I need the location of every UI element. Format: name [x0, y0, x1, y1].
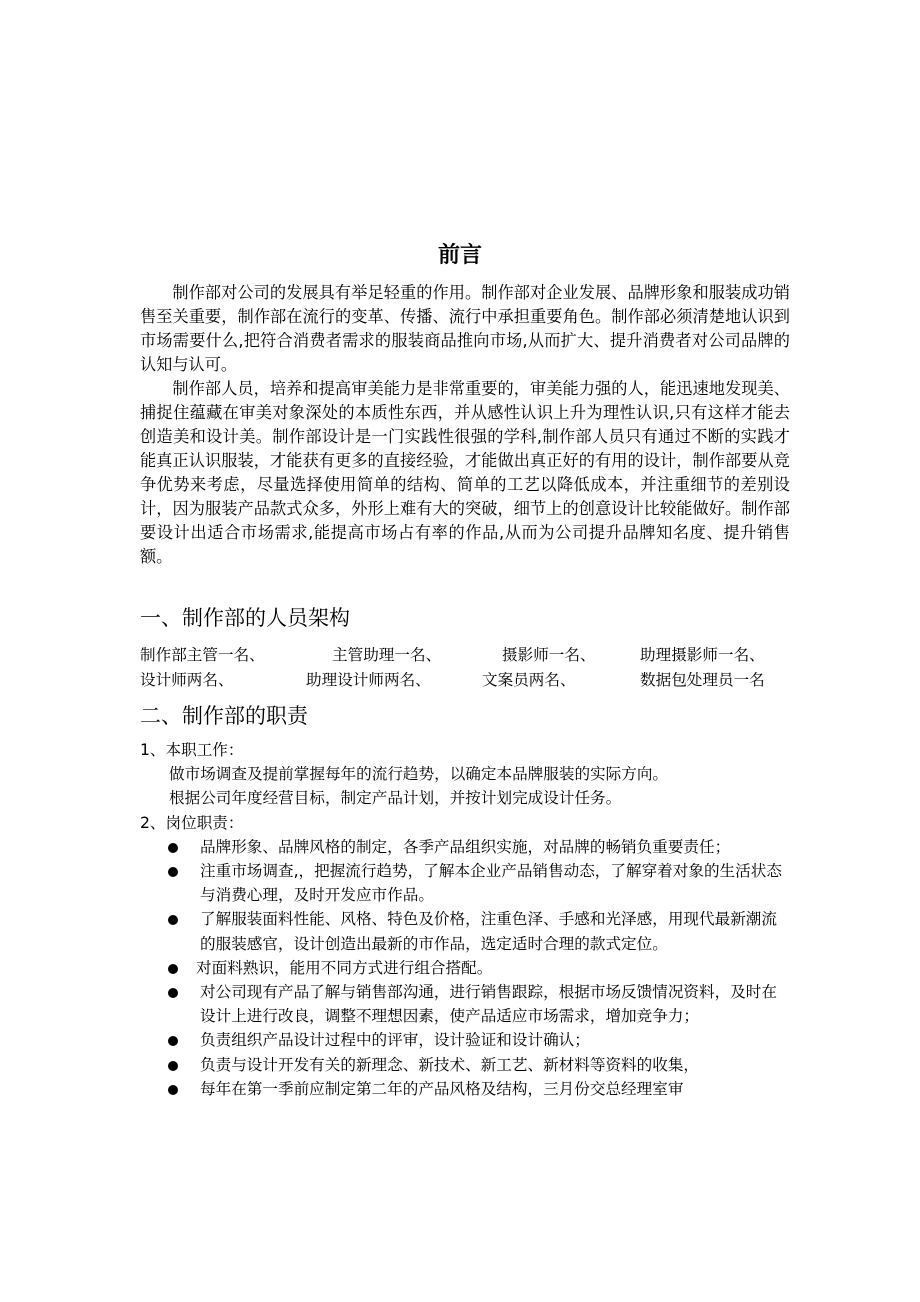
staff-item: 数据包处理员一名	[640, 671, 765, 689]
bullet-icon	[168, 1036, 178, 1046]
duty-bullet-text: 负责组织产品设计过程中的评审，设计验证和设计确认；	[200, 1031, 590, 1050]
bullet-icon	[168, 915, 178, 925]
bullet-icon	[168, 1085, 178, 1095]
duty-bullet-item	[140, 835, 782, 859]
section-heading-staff-structure: 一、制作部的人员架构	[140, 606, 350, 630]
duty-bullet-item	[140, 859, 782, 907]
bullet-icon	[168, 988, 178, 998]
item1-line: 做市场调查及提前掌握每年的流行趋势，以确定本品牌服装的实际方向。	[169, 765, 669, 784]
staff-item: 助理设计师两名、	[306, 671, 431, 689]
bullet-icon	[168, 1061, 178, 1071]
duty-bullet-text: 品牌形象、品牌风格的制定，各季产品组织实施，对品牌的畅销负重要责任；	[200, 837, 731, 856]
duty-bullet-text: 对公司现有产品了解与销售部沟通，进行销售跟踪，根据市场反馈情况资料，及时在设计上进行改良，调整不理想因素，使产品适应市场需求，增加竞争力；	[200, 983, 777, 1026]
preface-paragraph-1: 制作部对公司的发展具有举足轻重的作用。制作部对企业发展、品牌形象和服装成功销售至关重要，制作部在流行的变革、传播、流行中承担重要角色。制作部必须清楚地认识到市场需要什么,把符合消费者需求的服装商品推向市场,从而扩大、提升消费者对公司品牌的认知与认可。	[140, 283, 790, 374]
duty-bullet-item	[140, 1028, 782, 1052]
staff-item: 文案员两名、	[482, 671, 576, 689]
preface-paragraph-2: 制作部人员，培养和提高审美能力是非常重要的，审美能力强的人，能迅速地发现美、捕捉住蕴藏在审美对象深处的本质性东西，并从感性认识上升为理性认识,只有这样才能去创造美和设计美。制作部设计是一门实践性很强的学科,制作部人员只有通过不断的实践才能真正认识服装，才能获有更多的直接经验，才能做出真正好的有用的设计，制作部要从竞争优势来考虑，尽量选择使用简单的结构、简单的工艺以降低成本，并注重细节的差别设计，因为服装产品款式众多，外形上难有大的突破，细节上的创意设计比较能做好。制作部要设计出适合市场需求,能提高市场占有率的作品,从而为公司提升品牌知名度、提升销售额。	[140, 379, 790, 566]
item2-label: 2、岗位职责：	[140, 813, 244, 832]
duty-bullet-item	[140, 956, 778, 980]
bullet-icon	[168, 964, 178, 974]
duty-bullet-text: 负责与设计开发有关的新理念、新技术、新工艺、新材料等资料的收集，	[200, 1055, 700, 1074]
preface-body	[140, 281, 790, 569]
responsibilities-body	[140, 738, 800, 1101]
duty-bullet-text: 对面料熟识，能用不同方式进行组合搭配。	[196, 958, 493, 977]
staff-item: 摄影师一名、	[502, 646, 596, 664]
duty-bullet-list	[140, 835, 800, 1101]
item1-label: 1、本职工作：	[140, 741, 244, 759]
preface-title: 前言	[437, 243, 482, 268]
duty-bullet-text: 注重市场调查,，把握流行趋势，了解本企业产品销售动态，了解穿着对象的生活状态与消费心理，及时开发应市作品。	[200, 862, 782, 905]
staff-item: 助理摄影师一名、	[640, 646, 765, 664]
duty-bullet-item	[140, 907, 782, 955]
duty-bullet-item	[140, 1077, 782, 1101]
staff-item: 设计师两名、	[140, 671, 234, 689]
bullet-icon	[168, 867, 178, 877]
duty-bullet-item	[140, 980, 782, 1028]
section-heading-responsibilities: 二、制作部的职责	[140, 704, 308, 728]
item1-line: 根据公司年度经营目标，制定产品计划，并按计划完成设计任务。	[169, 789, 622, 808]
staff-item: 制作部主管一名、	[140, 646, 265, 664]
duty-bullet-item	[140, 1053, 782, 1077]
bullet-icon	[168, 843, 178, 853]
duty-bullet-text: 了解服装面料性能、风格、特色及价格，注重色泽、手感和光泽感，用现代最新潮流的服装感官，设计创造出最新的市作品，选定适时合理的款式定位。	[200, 910, 777, 953]
duty-bullet-text: 每年在第一季前应制定第二年的产品风格及结构，三月份交总经理室审	[200, 1079, 684, 1098]
staff-item: 主管助理一名、	[332, 646, 442, 664]
